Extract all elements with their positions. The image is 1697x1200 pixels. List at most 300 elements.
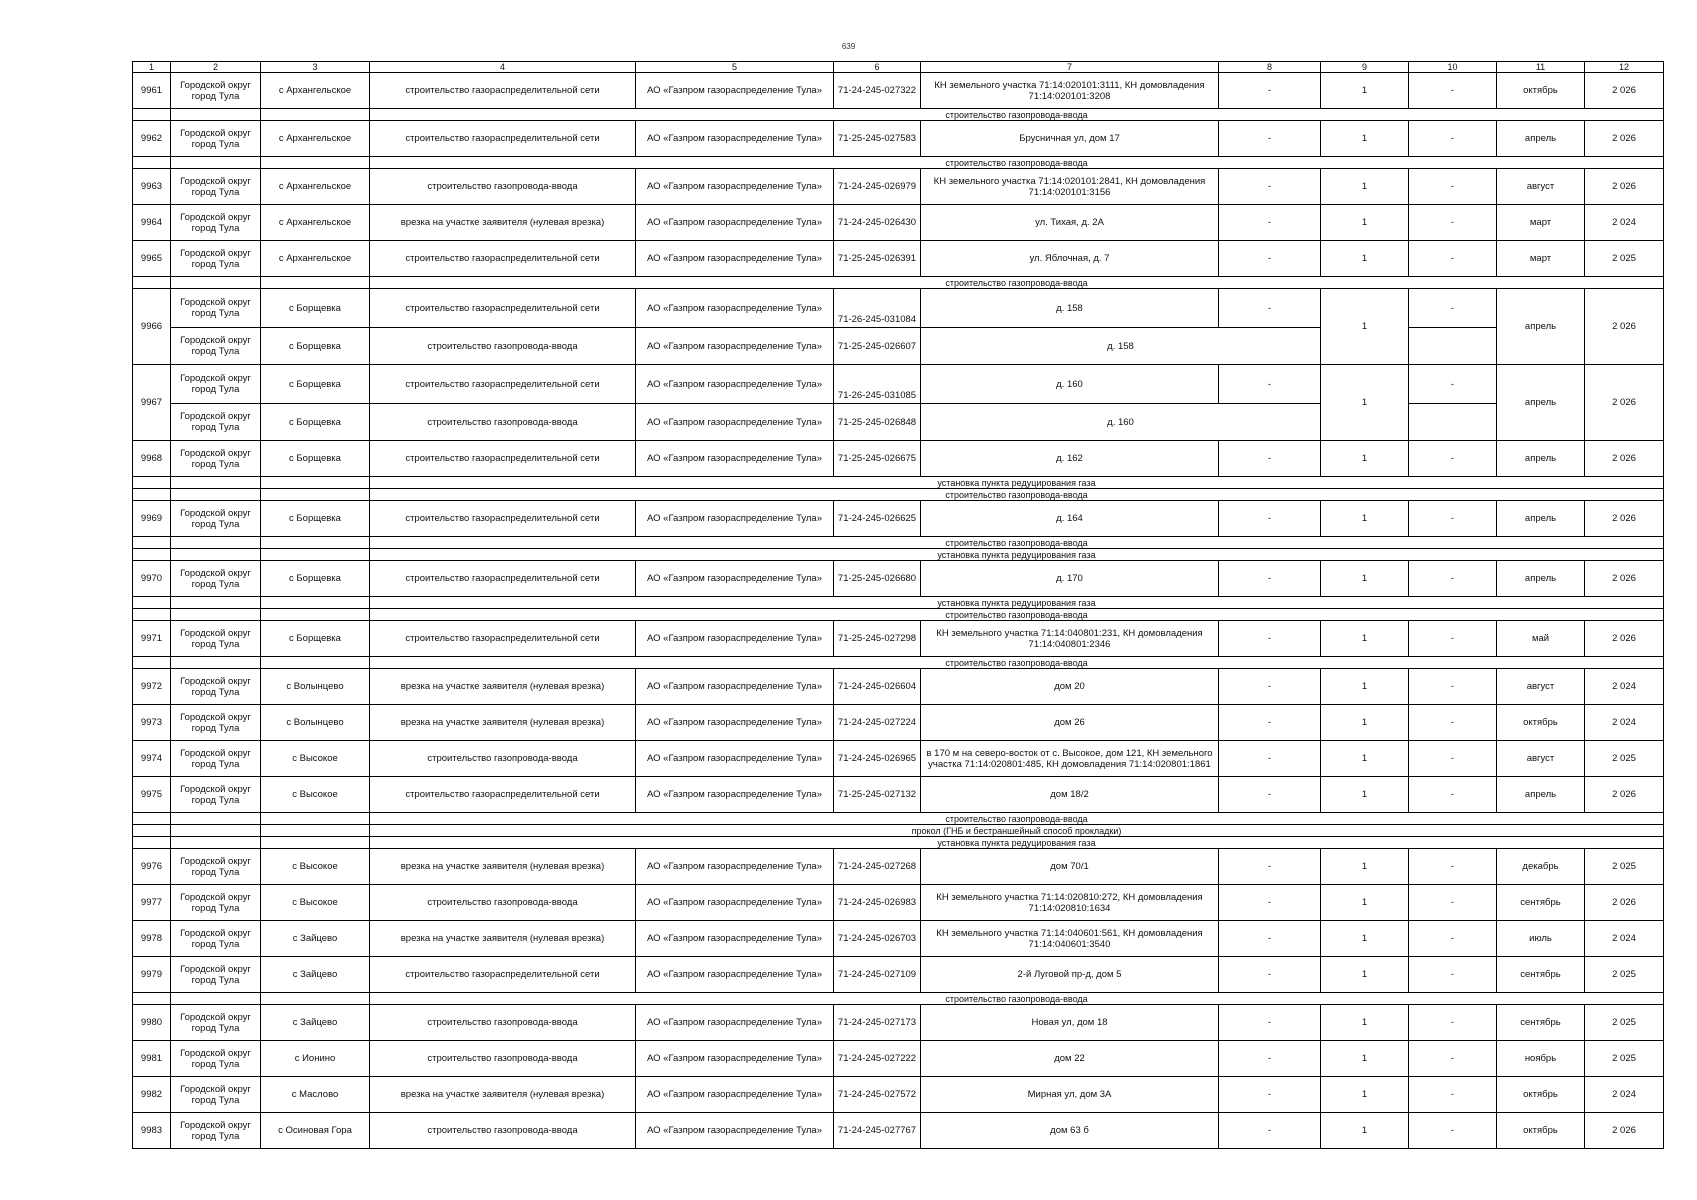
- settlement: с Высокое: [261, 885, 370, 921]
- month: декабрь: [1497, 849, 1585, 885]
- count: 1: [1321, 1041, 1409, 1077]
- work-type: строительство газопровода-ввода: [370, 741, 636, 777]
- col-10: -: [1409, 169, 1497, 205]
- application-number: 71-24-245-026965: [834, 741, 921, 777]
- table-row: [133, 289, 1664, 328]
- col-8: -: [1219, 741, 1321, 777]
- row-number: 9974: [133, 741, 171, 777]
- application-number: 71-24-245-027572: [834, 1077, 921, 1113]
- col-10: -: [1409, 365, 1497, 404]
- count: 1: [1321, 289, 1409, 365]
- address: КН земельного участка 71:14:040801:231, КН домовладения 71:14:040801:2346: [921, 621, 1219, 657]
- empty-cell: [171, 109, 261, 121]
- month: сентябрь: [1497, 1005, 1585, 1041]
- organization: АО «Газпром газораспределение Тула»: [636, 1113, 834, 1149]
- municipality: Городской округ город Тула: [171, 705, 261, 741]
- month: июль: [1497, 921, 1585, 957]
- count: 1: [1321, 1077, 1409, 1113]
- gas-connection-table: [132, 61, 1664, 1149]
- settlement: с Архангельское: [261, 205, 370, 241]
- table-row: [133, 1041, 1664, 1077]
- table-row: [133, 501, 1664, 537]
- work-type: строительство газораспределительной сети: [370, 561, 636, 597]
- application-number: 71-24-245-026703: [834, 921, 921, 957]
- municipality: Городской округ город Тула: [171, 169, 261, 205]
- municipality: Городской округ город Тула: [171, 885, 261, 921]
- col-8: -: [1219, 885, 1321, 921]
- empty-cell: [171, 477, 261, 489]
- col-8: -: [1219, 1005, 1321, 1041]
- column-header: 5: [636, 62, 834, 73]
- table-row: [133, 169, 1664, 205]
- application-number: 71-24-245-027322: [834, 73, 921, 109]
- settlement: с Борщевка: [261, 561, 370, 597]
- table-row: [133, 705, 1664, 741]
- work-type: строительство газораспределительной сети: [370, 365, 636, 404]
- count: 1: [1321, 849, 1409, 885]
- settlement: с Борщевка: [261, 501, 370, 537]
- empty-cell: [133, 109, 171, 121]
- table-body: [133, 62, 1664, 1149]
- year: 2 026: [1585, 777, 1664, 813]
- col-8: -: [1219, 441, 1321, 477]
- settlement: с Волынцево: [261, 705, 370, 741]
- empty-cell: [261, 157, 370, 169]
- year: 2 024: [1585, 705, 1664, 741]
- municipality: Городской округ город Тула: [171, 205, 261, 241]
- work-type: строительство газопровода-ввода: [370, 404, 636, 441]
- month: октябрь: [1497, 705, 1585, 741]
- sub-work-row: [133, 489, 1664, 501]
- column-header: 12: [1585, 62, 1664, 73]
- work-type: врезка на участке заявителя (нулевая врезка): [370, 849, 636, 885]
- empty-cell: [261, 549, 370, 561]
- organization: АО «Газпром газораспределение Тула»: [636, 885, 834, 921]
- settlement: с Архангельское: [261, 241, 370, 277]
- col-10: -: [1409, 849, 1497, 885]
- empty-cell: [171, 837, 261, 849]
- sub-work-label: установка пункта редуцирования газа: [370, 477, 1664, 489]
- empty-cell: [133, 157, 171, 169]
- column-header: 9: [1321, 62, 1409, 73]
- work-type: строительство газораспределительной сети: [370, 241, 636, 277]
- month: март: [1497, 241, 1585, 277]
- sub-work-label: установка пункта редуцирования газа: [370, 597, 1664, 609]
- column-header: 11: [1497, 62, 1585, 73]
- empty-cell: [133, 477, 171, 489]
- sub-work-row: [133, 109, 1664, 121]
- col-8: -: [1219, 561, 1321, 597]
- row-number: 9980: [133, 1005, 171, 1041]
- col-10: -: [1409, 1077, 1497, 1113]
- month: октябрь: [1497, 73, 1585, 109]
- page-number: 639: [841, 42, 856, 51]
- year: 2 024: [1585, 1077, 1664, 1113]
- municipality: Городской округ город Тула: [171, 957, 261, 993]
- month: ноябрь: [1497, 1041, 1585, 1077]
- empty-cell: [171, 825, 261, 837]
- empty-cell: [171, 597, 261, 609]
- year: 2 026: [1585, 169, 1664, 205]
- organization: АО «Газпром газораспределение Тула»: [636, 741, 834, 777]
- count: 1: [1321, 169, 1409, 205]
- empty-cell: [261, 477, 370, 489]
- month: апрель: [1497, 561, 1585, 597]
- empty-cell: [133, 549, 171, 561]
- organization: АО «Газпром газораспределение Тула»: [636, 777, 834, 813]
- address: Мирная ул, дом 3А: [921, 1077, 1219, 1113]
- month: апрель: [1497, 365, 1585, 441]
- work-type: строительство газопровода-ввода: [370, 328, 636, 365]
- year: 2 026: [1585, 501, 1664, 537]
- application-number: 71-25-245-026607: [834, 328, 921, 365]
- sub-work-row: [133, 597, 1664, 609]
- organization: АО «Газпром газораспределение Тула»: [636, 501, 834, 537]
- settlement: с Высокое: [261, 849, 370, 885]
- row-number: 9968: [133, 441, 171, 477]
- settlement: с Маслово: [261, 1077, 370, 1113]
- settlement: с Борщевка: [261, 289, 370, 328]
- municipality: Городской округ город Тула: [171, 741, 261, 777]
- settlement: с Зайцево: [261, 1005, 370, 1041]
- col-8: -: [1219, 777, 1321, 813]
- municipality: Городской округ город Тула: [171, 241, 261, 277]
- sub-work-row: [133, 277, 1664, 289]
- work-type: строительство газораспределительной сети: [370, 73, 636, 109]
- column-header: 7: [921, 62, 1219, 73]
- month: май: [1497, 621, 1585, 657]
- organization: АО «Газпром газораспределение Тула»: [636, 921, 834, 957]
- settlement: с Высокое: [261, 777, 370, 813]
- sub-work-row: [133, 837, 1664, 849]
- application-number: 71-24-245-026430: [834, 205, 921, 241]
- application-number: 71-25-245-026675: [834, 441, 921, 477]
- address: КН земельного участка 71:14:020101:3111, КН домовладения 71:14:020101:3208: [921, 73, 1219, 109]
- settlement: с Зайцево: [261, 921, 370, 957]
- municipality: Городской округ город Тула: [171, 441, 261, 477]
- month: октябрь: [1497, 1077, 1585, 1113]
- empty-cell: [133, 597, 171, 609]
- municipality: Городской округ город Тула: [171, 365, 261, 404]
- municipality: Городской округ город Тула: [171, 501, 261, 537]
- row-number: 9961: [133, 73, 171, 109]
- address: д. 162: [921, 441, 1219, 477]
- column-header: 4: [370, 62, 636, 73]
- organization: АО «Газпром газораспределение Тула»: [636, 169, 834, 205]
- column-header: 3: [261, 62, 370, 73]
- address: д. 164: [921, 501, 1219, 537]
- settlement: с Осиновая Гора: [261, 1113, 370, 1149]
- empty-cell: [171, 157, 261, 169]
- empty-cell: [261, 277, 370, 289]
- organization: АО «Газпром газораспределение Тула»: [636, 121, 834, 157]
- address: 2-й Луговой пр-д, дом 5: [921, 957, 1219, 993]
- work-type: строительство газопровода-ввода: [370, 885, 636, 921]
- municipality: Городской округ город Тула: [171, 921, 261, 957]
- col-10: [1409, 404, 1497, 441]
- empty-cell: [133, 277, 171, 289]
- address: КН земельного участка 71:14:020101:2841, КН домовладения 71:14:020101:3156: [921, 169, 1219, 205]
- municipality: Городской округ город Тула: [171, 561, 261, 597]
- year: 2 026: [1585, 1113, 1664, 1149]
- empty-cell: [133, 993, 171, 1005]
- col-10: -: [1409, 289, 1497, 328]
- address: д. 160: [921, 404, 1321, 441]
- row-number: 9981: [133, 1041, 171, 1077]
- settlement: с Борщевка: [261, 328, 370, 365]
- year: 2 025: [1585, 957, 1664, 993]
- col-8: -: [1219, 241, 1321, 277]
- table-row: [133, 741, 1664, 777]
- municipality: Городской округ город Тула: [171, 1113, 261, 1149]
- row-number: 9973: [133, 705, 171, 741]
- work-type: строительство газораспределительной сети: [370, 777, 636, 813]
- address: д. 158: [921, 289, 1219, 328]
- empty-cell: [133, 837, 171, 849]
- settlement: с Архангельское: [261, 73, 370, 109]
- month: сентябрь: [1497, 885, 1585, 921]
- organization: АО «Газпром газораспределение Тула»: [636, 561, 834, 597]
- address: д. 160: [921, 365, 1219, 404]
- table-row: [133, 1113, 1664, 1149]
- empty-cell: [261, 109, 370, 121]
- application-number: 71-26-245-031085: [834, 365, 921, 404]
- empty-cell: [171, 489, 261, 501]
- month: август: [1497, 169, 1585, 205]
- organization: АО «Газпром газораспределение Тула»: [636, 1077, 834, 1113]
- work-type: строительство газораспределительной сети: [370, 501, 636, 537]
- organization: АО «Газпром газораспределение Тула»: [636, 1041, 834, 1077]
- sub-work-row: [133, 993, 1664, 1005]
- count: 1: [1321, 669, 1409, 705]
- row-number: 9983: [133, 1113, 171, 1149]
- year: 2 026: [1585, 365, 1664, 441]
- address: Брусничная ул, дом 17: [921, 121, 1219, 157]
- col-10: -: [1409, 205, 1497, 241]
- sub-work-row: [133, 477, 1664, 489]
- year: 2 025: [1585, 241, 1664, 277]
- col-8: -: [1219, 73, 1321, 109]
- month: сентябрь: [1497, 957, 1585, 993]
- application-number: 71-24-245-027222: [834, 1041, 921, 1077]
- application-number: 71-24-245-027767: [834, 1113, 921, 1149]
- table-subrow: [133, 404, 1664, 441]
- count: 1: [1321, 957, 1409, 993]
- row-number: 9979: [133, 957, 171, 993]
- address: дом 63 б: [921, 1113, 1219, 1149]
- col-8: -: [1219, 169, 1321, 205]
- empty-cell: [133, 489, 171, 501]
- organization: АО «Газпром газораспределение Тула»: [636, 849, 834, 885]
- settlement: с Волынцево: [261, 669, 370, 705]
- work-type: строительство газораспределительной сети: [370, 957, 636, 993]
- table-row: [133, 885, 1664, 921]
- column-header: 8: [1219, 62, 1321, 73]
- empty-cell: [133, 609, 171, 621]
- municipality: Городской округ город Тула: [171, 289, 261, 328]
- sub-work-label: строительство газопровода-ввода: [370, 609, 1664, 621]
- sub-work-row: [133, 549, 1664, 561]
- count: 1: [1321, 241, 1409, 277]
- application-number: 71-25-245-027298: [834, 621, 921, 657]
- settlement: с Зайцево: [261, 957, 370, 993]
- application-number: 71-24-245-027224: [834, 705, 921, 741]
- col-10: -: [1409, 1041, 1497, 1077]
- col-10: [1409, 328, 1497, 365]
- empty-cell: [171, 537, 261, 549]
- table-row: [133, 241, 1664, 277]
- col-8: -: [1219, 921, 1321, 957]
- table-row: [133, 73, 1664, 109]
- organization: АО «Газпром газораспределение Тула»: [636, 621, 834, 657]
- sub-work-label: установка пункта редуцирования газа: [370, 549, 1664, 561]
- empty-cell: [133, 825, 171, 837]
- municipality: Городской округ город Тула: [171, 621, 261, 657]
- sub-work-row: [133, 813, 1664, 825]
- sub-work-label: строительство газопровода-ввода: [370, 813, 1664, 825]
- organization: АО «Газпром газораспределение Тула»: [636, 73, 834, 109]
- year: 2 026: [1585, 121, 1664, 157]
- application-number: 71-24-245-027109: [834, 957, 921, 993]
- col-8: -: [1219, 621, 1321, 657]
- sub-work-label: установка пункта редуцирования газа: [370, 837, 1664, 849]
- table-row: [133, 205, 1664, 241]
- col-8: -: [1219, 205, 1321, 241]
- address: дом 26: [921, 705, 1219, 741]
- count: 1: [1321, 205, 1409, 241]
- address: Новая ул, дом 18: [921, 1005, 1219, 1041]
- column-header: 1: [133, 62, 171, 73]
- row-number: 9965: [133, 241, 171, 277]
- sub-work-label: строительство газопровода-ввода: [370, 537, 1664, 549]
- settlement: с Ионино: [261, 1041, 370, 1077]
- municipality: Городской округ город Тула: [171, 1005, 261, 1041]
- organization: АО «Газпром газораспределение Тула»: [636, 205, 834, 241]
- settlement: с Борщевка: [261, 441, 370, 477]
- work-type: строительство газопровода-ввода: [370, 1041, 636, 1077]
- settlement: с Архангельское: [261, 169, 370, 205]
- col-10: -: [1409, 501, 1497, 537]
- table-row: [133, 621, 1664, 657]
- year: 2 026: [1585, 561, 1664, 597]
- col-10: -: [1409, 1005, 1497, 1041]
- column-header: 6: [834, 62, 921, 73]
- col-10: -: [1409, 669, 1497, 705]
- sub-work-row: [133, 609, 1664, 621]
- application-number: 71-24-245-026604: [834, 669, 921, 705]
- row-number: 9962: [133, 121, 171, 157]
- year: 2 026: [1585, 885, 1664, 921]
- application-number: 71-24-245-027268: [834, 849, 921, 885]
- address: дом 18/2: [921, 777, 1219, 813]
- col-8: -: [1219, 1041, 1321, 1077]
- row-number: 9978: [133, 921, 171, 957]
- empty-cell: [171, 277, 261, 289]
- year: 2 025: [1585, 1005, 1664, 1041]
- empty-cell: [261, 537, 370, 549]
- settlement: с Борщевка: [261, 404, 370, 441]
- row-number: 9967: [133, 365, 171, 441]
- work-type: врезка на участке заявителя (нулевая врезка): [370, 921, 636, 957]
- row-number: 9963: [133, 169, 171, 205]
- count: 1: [1321, 73, 1409, 109]
- work-type: строительство газораспределительной сети: [370, 621, 636, 657]
- empty-cell: [261, 837, 370, 849]
- address: ул. Яблочная, д. 7: [921, 241, 1219, 277]
- column-header: 10: [1409, 62, 1497, 73]
- sub-work-label: строительство газопровода-ввода: [370, 157, 1664, 169]
- organization: АО «Газпром газораспределение Тула»: [636, 241, 834, 277]
- empty-cell: [171, 657, 261, 669]
- address: дом 70/1: [921, 849, 1219, 885]
- year: 2 024: [1585, 921, 1664, 957]
- application-number: 71-26-245-031084: [834, 289, 921, 328]
- application-number: 71-24-245-026979: [834, 169, 921, 205]
- row-number: 9972: [133, 669, 171, 705]
- year: 2 025: [1585, 741, 1664, 777]
- sub-work-label: строительство газопровода-ввода: [370, 489, 1664, 501]
- table-row: [133, 669, 1664, 705]
- address: КН земельного участка 71:14:020810:272, КН домовладения 71:14:020810:1634: [921, 885, 1219, 921]
- work-type: врезка на участке заявителя (нулевая врезка): [370, 205, 636, 241]
- row-number: 9964: [133, 205, 171, 241]
- month: октябрь: [1497, 1113, 1585, 1149]
- count: 1: [1321, 1113, 1409, 1149]
- count: 1: [1321, 921, 1409, 957]
- empty-cell: [261, 993, 370, 1005]
- sub-work-label: строительство газопровода-ввода: [370, 993, 1664, 1005]
- application-number: 71-25-245-026391: [834, 241, 921, 277]
- organization: АО «Газпром газораспределение Тула»: [636, 404, 834, 441]
- municipality: Городской округ город Тула: [171, 669, 261, 705]
- col-8: -: [1219, 1077, 1321, 1113]
- col-10: -: [1409, 777, 1497, 813]
- col-8: -: [1219, 849, 1321, 885]
- table-row: [133, 441, 1664, 477]
- work-type: врезка на участке заявителя (нулевая врезка): [370, 1077, 636, 1113]
- year: 2 026: [1585, 289, 1664, 365]
- application-number: 71-25-245-026848: [834, 404, 921, 441]
- empty-cell: [261, 597, 370, 609]
- table-row: [133, 957, 1664, 993]
- application-number: 71-24-245-027173: [834, 1005, 921, 1041]
- sub-work-label: прокол (ГНБ и бестраншейный способ прокладки): [370, 825, 1664, 837]
- empty-cell: [261, 825, 370, 837]
- table-row: [133, 561, 1664, 597]
- organization: АО «Газпром газораспределение Тула»: [636, 441, 834, 477]
- col-8: -: [1219, 121, 1321, 157]
- row-number: 9976: [133, 849, 171, 885]
- row-number: 9969: [133, 501, 171, 537]
- address: в 170 м на северо-восток от с. Высокое, дом 121, КН земельного участка 71:14:020801:485, КН домовладения 71:14:020801:1861: [921, 741, 1219, 777]
- municipality: Городской округ город Тула: [171, 849, 261, 885]
- month: апрель: [1497, 121, 1585, 157]
- application-number: 71-25-245-027583: [834, 121, 921, 157]
- work-type: строительство газораспределительной сети: [370, 121, 636, 157]
- col-8: -: [1219, 669, 1321, 705]
- month: август: [1497, 669, 1585, 705]
- application-number: 71-25-245-027132: [834, 777, 921, 813]
- year: 2 026: [1585, 441, 1664, 477]
- col-10: -: [1409, 921, 1497, 957]
- empty-cell: [261, 609, 370, 621]
- address: д. 170: [921, 561, 1219, 597]
- address: дом 20: [921, 669, 1219, 705]
- empty-cell: [171, 609, 261, 621]
- empty-cell: [171, 993, 261, 1005]
- municipality: Городской округ город Тула: [171, 121, 261, 157]
- application-number: 71-24-245-026625: [834, 501, 921, 537]
